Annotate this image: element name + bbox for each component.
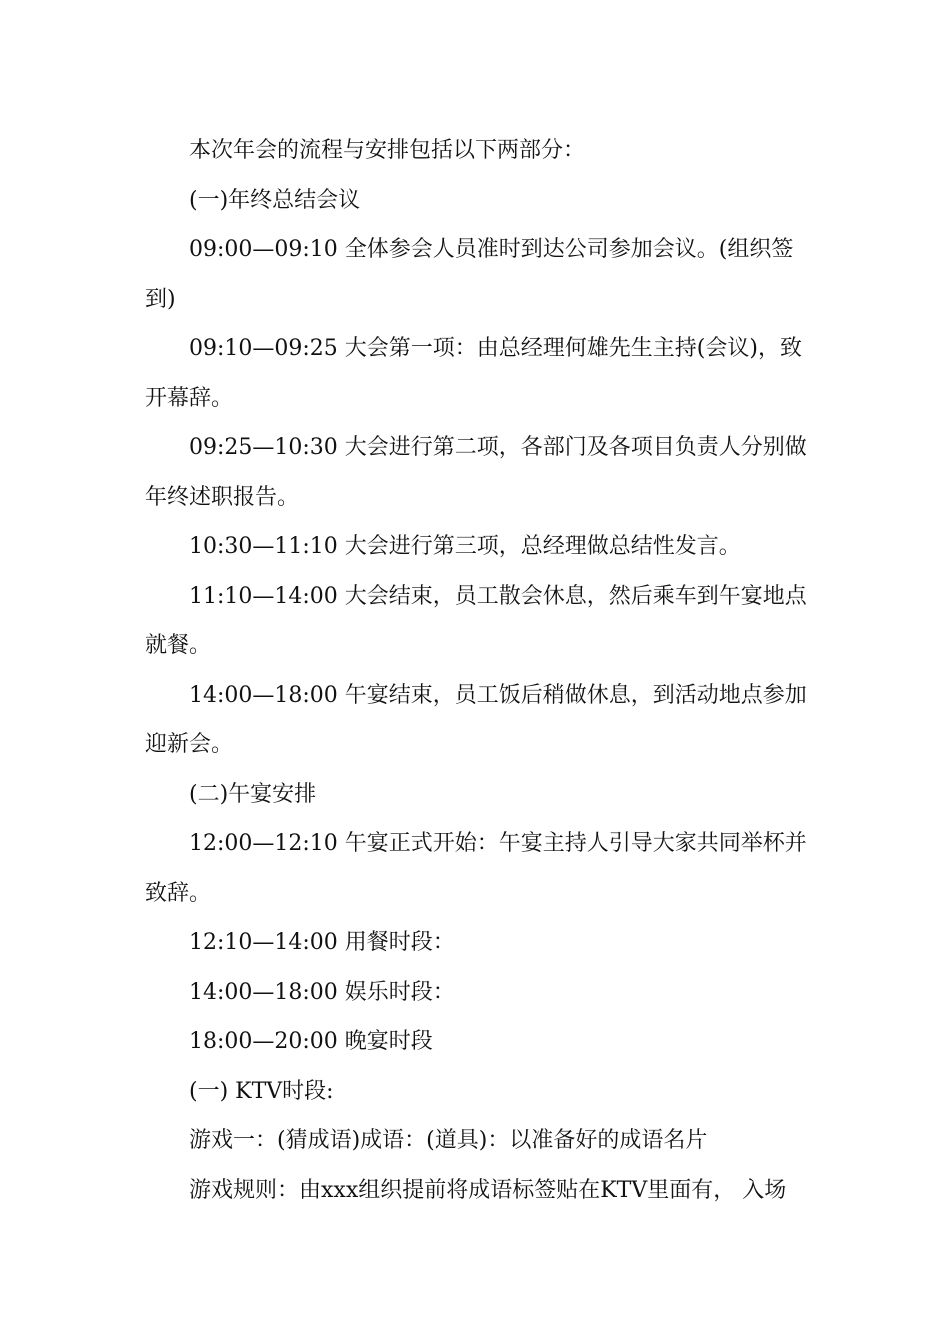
- section-heading-meeting: (一)年终总结会议: [189, 187, 361, 213]
- schedule-item: 12:10—14:00 用餐时段：: [189, 930, 455, 955]
- schedule-item: 14:00—18:00 午宴结束，员工饭后稍做休息，到活动地点参加迎新会。: [145, 682, 807, 757]
- section-heading-lunch: (二)午宴安排: [189, 781, 317, 807]
- schedule-item: 18:00—20:00 晚宴时段: [189, 1029, 433, 1054]
- schedule-item: 09:00—09:10 全体参会人员准时到达公司参加会议。(组织签到): [145, 237, 794, 312]
- schedule-item: 14:00—18:00 娱乐时段：: [189, 979, 455, 1005]
- game-rules: 游戏规则：由xxx组织提前将成语标签贴在KTV里面有， 入场: [189, 1177, 787, 1203]
- schedule-item: 09:25—10:30 大会进行第二项，各部门及各项目负责人分别做年终述职报告。: [145, 435, 807, 510]
- schedule-item: 11:10—14:00 大会结束，员工散会休息，然后乘车到午宴地点就餐。: [145, 583, 807, 658]
- intro-paragraph: 本次年会的流程与安排包括以下两部分：: [189, 138, 586, 163]
- schedule-item: 10:30—11:10 大会进行第三项，总经理做总结性发言。: [189, 534, 741, 559]
- game-description: 游戏一：(猜成语)成语：(道具)：以准备好的成语名片: [189, 1128, 708, 1153]
- section-heading-ktv: (一) KTV时段:: [189, 1078, 334, 1104]
- schedule-item: 12:00—12:10 午宴正式开始：午宴主持人引导大家共同举杯并致辞。: [145, 831, 807, 906]
- document-body: [145, 126, 810, 1215]
- schedule-item: 09:10—09:25 大会第一项：由总经理何雄先生主持(会议)，致开幕辞。: [145, 336, 802, 411]
